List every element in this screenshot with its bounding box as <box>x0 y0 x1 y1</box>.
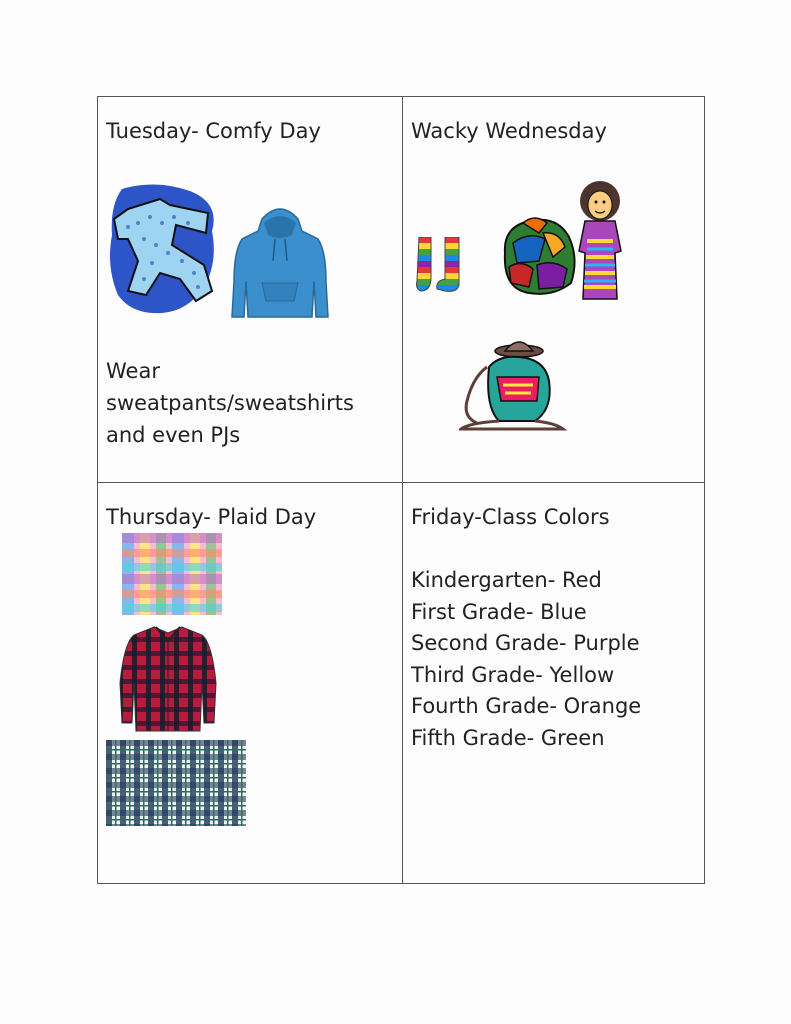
spirit-week-grid <box>97 96 705 884</box>
clothes-pile-icon <box>499 213 579 297</box>
grade-color-item: Second Grade- Purple <box>411 631 640 655</box>
wednesday-cell <box>403 97 706 482</box>
friday-cell <box>403 483 706 885</box>
wednesday-title: Wacky Wednesday <box>411 119 607 143</box>
grade-color-item: Kindergarten- Red <box>411 568 602 592</box>
tuesday-cell <box>98 97 402 482</box>
grade-color-item: Fourth Grade- Orange <box>411 694 642 718</box>
tuesday-description: Wear sweatpants/sweatshirts and even PJs <box>106 359 354 447</box>
rainbow-plaid-icon <box>122 533 222 615</box>
class-colors-list <box>411 565 641 754</box>
hoodie-icon <box>228 201 332 319</box>
tuesday-title: Tuesday- Comfy Day <box>106 119 321 143</box>
hat-cat-icon <box>459 337 567 431</box>
thursday-cell <box>98 483 402 885</box>
grade-color-item: First Grade- Blue <box>411 599 587 624</box>
thursday-title: Thursday- Plaid Day <box>106 505 317 529</box>
pajamas-icon <box>108 183 223 319</box>
plaid-shirt-icon <box>118 623 218 735</box>
wacky-person-icon <box>571 181 629 303</box>
striped-socks-icon <box>415 237 463 295</box>
grade-color-item: Fifth Grade- Green <box>411 725 605 750</box>
friday-title: Friday-Class Colors <box>411 505 610 529</box>
grade-color-item: Third Grade- Yellow <box>411 662 615 687</box>
blue-plaid-icon <box>106 740 246 826</box>
